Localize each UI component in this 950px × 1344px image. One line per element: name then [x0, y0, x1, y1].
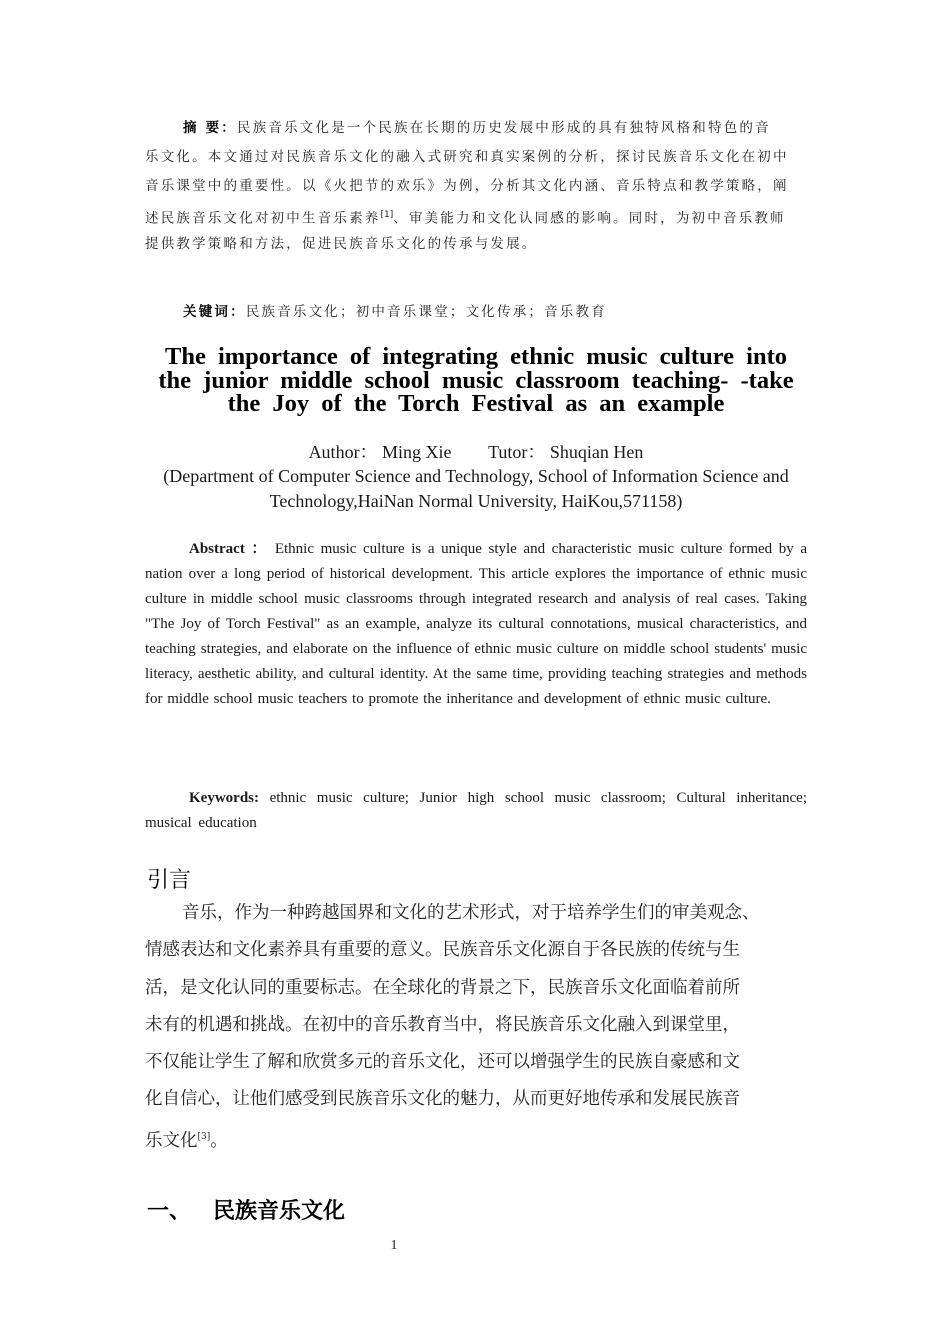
intro-line-1: 音乐，作为一种跨越国界和文化的艺术形式，对于培养学生们的审美观念、 [182, 903, 760, 923]
chinese-abstract-line-2: 乐文化。本文通过对民族音乐文化的融入式研究和真实案例的分析，探讨民族音乐文化在初中 [145, 149, 789, 165]
chinese-abstract-line-4b: 、审美能力和文化认同感的影响。同时，为初中音乐教师 [393, 210, 786, 227]
intro-line-7b: 。 [210, 1130, 228, 1151]
english-title: The importance of integrating ethnic music culture into the junior middle school music classroom teaching- -take the Joy of the Torch Festival as an example [158, 343, 794, 417]
chinese-abstract-line-1: 民族音乐文化是一个民族在长期的历史发展中形成的具有独特风格和特色的音 [237, 120, 771, 136]
paper-page [145, 0, 807, 1344]
english-abstract [145, 537, 807, 712]
chinese-abstract-line-5: 提供教学策略和方法，促进民族音乐文化的传承与发展。 [145, 236, 538, 252]
intro-line-5: 不仅能让学生了解和欣赏多元的音乐文化，还可以增强学生的民族自豪感和文 [145, 1052, 740, 1073]
intro-line-2: 情感表达和文化素养具有重要的意义。民族音乐文化源自于各民族的传统与生 [145, 940, 740, 961]
page-number: 1 [390, 1238, 398, 1253]
intro-line-7a: 乐文化 [145, 1130, 198, 1151]
chinese-keywords-text: 民族音乐文化；初中音乐课堂；文化传承；音乐教育 [245, 304, 607, 320]
tutor-name: Tutor： Shuqian Hen [488, 442, 644, 462]
section-one-title: 民族音乐文化 [213, 1199, 346, 1224]
chinese-abstract-line-4a: 述民族音乐文化对初中生音乐素养 [145, 210, 381, 227]
citation-1: [1] [380, 210, 394, 220]
chinese-keywords [145, 298, 807, 326]
section-heading-introduction: 引言 [147, 868, 192, 893]
intro-line-4: 未有的机遇和挑战。在初中的音乐教育当中，将民族音乐文化融入到课堂里， [145, 1014, 740, 1035]
english-abstract-label: Abstract ： [189, 541, 269, 557]
citation-3: [3] [197, 1131, 211, 1142]
english-keywords-label: Keywords: [189, 790, 259, 806]
section-heading-one [147, 1196, 345, 1228]
chinese-abstract-line-3: 音乐课堂中的重要性。以《火把节的欢乐》为例，分析其文化内涵、音乐特点和教学策略，阐 [145, 178, 789, 194]
affiliation: (Department of Computer Science and Technology, School of Information Science and Technology,HaiNan Normal University, HaiKou,571158) [163, 466, 789, 511]
chinese-abstract-label: 摘 要： [183, 120, 237, 136]
section-one-number: 一、 [147, 1199, 192, 1224]
introduction-body [145, 895, 807, 1156]
author-name: Author： Ming Xie [308, 442, 452, 462]
intro-line-3: 活，是文化认同的重要标志。在全球化的背景之下，民族音乐文化面临着前所 [145, 977, 740, 998]
english-abstract-text: Ethnic music culture is a unique style and characteristic music culture formed by a nation over a long period of historical development. This article explores the importance of ethnic music culture in middle school music classrooms through integrated research and analysis of real cases. Taking "The Joy of Torch Festival" as an example, analyze its cultural connotations, musical characteristics, and teaching strategies, and elaborate on the influence of ethnic music culture on middle school students' music literacy, aesthetic ability, and cultural identity. At the same time, providing teaching strategies and methods for middle school music teachers to promote the inheritance and development of ethnic music culture. [145, 541, 807, 707]
chinese-abstract [145, 114, 807, 259]
author-line [145, 440, 807, 464]
english-keywords-text: ethnic music culture; Junior high school music classroom; Cultural inheritance; musical education [145, 790, 807, 831]
chinese-keywords-label: 关键词： [183, 304, 246, 320]
intro-line-6: 化自信心，让他们感受到民族音乐文化的魅力，从而更好地传承和发展民族音 [145, 1089, 740, 1110]
english-keywords [145, 786, 807, 836]
